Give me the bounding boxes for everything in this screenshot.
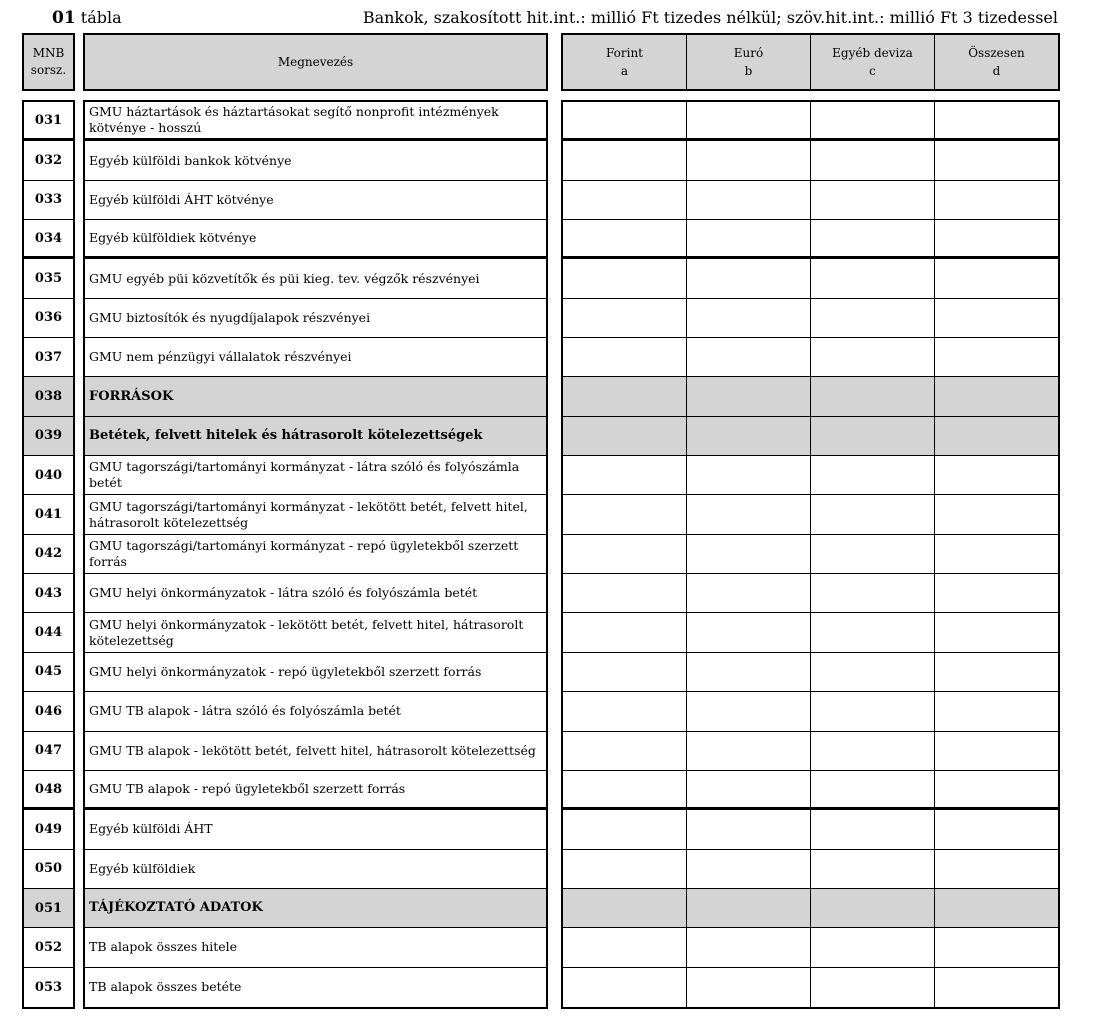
data-cell-d[interactable] — [935, 613, 1058, 651]
data-cell-a[interactable] — [563, 968, 687, 1007]
data-cell-a[interactable] — [563, 338, 687, 376]
data-cell-d[interactable] — [935, 181, 1058, 219]
header-mnb-line2: sorsz. — [30, 63, 67, 77]
data-cell-d — [935, 377, 1058, 415]
row-code: 038 — [24, 377, 73, 416]
data-cell-c[interactable] — [811, 181, 935, 219]
data-row — [563, 732, 1058, 771]
header-col-c — [811, 35, 935, 89]
data-cell-d[interactable] — [935, 456, 1058, 494]
header-col-d — [935, 35, 1058, 89]
header-col-letter: b — [744, 64, 753, 78]
data-cell-c[interactable] — [811, 850, 935, 888]
row-label: GMU helyi önkormányzatok - látra szóló és folyószámla betét — [85, 574, 546, 613]
row-label: Egyéb külföldi bankok kötvénye — [85, 141, 546, 180]
data-cell-c — [811, 889, 935, 927]
units-note: Bankok, szakosított hit.int.: millió Ft tizedes nélkül; szöv.hit.int.: millió Ft 3 tizedessel — [362, 8, 1058, 27]
table-number: 01 — [52, 8, 76, 28]
data-cell-a — [563, 377, 687, 415]
row-label: GMU tagországi/tartományi kormányzat - látra szóló és folyószámla betét — [85, 456, 546, 495]
row-code: 033 — [24, 181, 73, 220]
data-cell-c[interactable] — [811, 968, 935, 1007]
data-row — [563, 692, 1058, 731]
data-cell-c[interactable] — [811, 653, 935, 691]
data-cell-c[interactable] — [811, 928, 935, 966]
data-cell-a[interactable] — [563, 102, 687, 138]
data-cell-b[interactable] — [687, 850, 811, 888]
row-label: Egyéb külföldiek — [85, 850, 546, 889]
data-cell-b[interactable] — [687, 692, 811, 730]
row-code: 032 — [24, 141, 73, 180]
row-code: 052 — [24, 928, 73, 967]
data-row — [563, 141, 1058, 180]
row-code: 037 — [24, 338, 73, 377]
header-col-label: Összesen — [968, 46, 1025, 60]
data-cell-c[interactable] — [811, 574, 935, 612]
data-cell-b[interactable] — [687, 259, 811, 297]
data-cell-c[interactable] — [811, 692, 935, 730]
row-code: 041 — [24, 495, 73, 534]
table-label — [52, 8, 122, 28]
data-cell-c[interactable] — [811, 732, 935, 770]
row-label: GMU TB alapok - látra szóló és folyószámla betét — [85, 692, 546, 731]
data-row — [563, 181, 1058, 220]
header-name-label: Megnevezés — [277, 54, 354, 69]
data-cell-d[interactable] — [935, 259, 1058, 297]
header-col-label: Egyéb deviza — [832, 46, 913, 60]
data-cell-a[interactable] — [563, 732, 687, 770]
data-row — [563, 653, 1058, 692]
data-cell-c[interactable] — [811, 456, 935, 494]
data-cell-d[interactable] — [935, 968, 1058, 1007]
header-col-a — [563, 35, 687, 89]
table-word: tábla — [80, 8, 122, 27]
row-code: 039 — [24, 417, 73, 456]
row-code: 042 — [24, 535, 73, 574]
row-label: GMU nem pénzügyi vállalatok részvényei — [85, 338, 546, 377]
data-cell-b — [687, 889, 811, 927]
data-cell-d — [935, 889, 1058, 927]
data-row — [563, 771, 1058, 810]
data-cell-b[interactable] — [687, 495, 811, 533]
row-code: 043 — [24, 574, 73, 613]
row-label: Egyéb külföldi ÁHT — [85, 810, 546, 849]
data-cell-b[interactable] — [687, 968, 811, 1007]
data-cell-a[interactable] — [563, 456, 687, 494]
row-label: GMU helyi önkormányzatok - lekötött betét, felvett hitel, hátrasorolt kötelezettség — [85, 613, 546, 652]
header-col-letter: d — [992, 64, 1001, 78]
data-cell-a[interactable] — [563, 850, 687, 888]
data-cell-b[interactable] — [687, 771, 811, 807]
data-cell-a[interactable] — [563, 259, 687, 297]
data-row — [563, 377, 1058, 416]
data-cell-a[interactable] — [563, 495, 687, 533]
data-row — [563, 928, 1058, 967]
data-cell-d[interactable] — [935, 535, 1058, 573]
data-cell-c[interactable] — [811, 220, 935, 256]
data-cell-d[interactable] — [935, 141, 1058, 179]
data-cell-b[interactable] — [687, 613, 811, 651]
data-cell-b[interactable] — [687, 732, 811, 770]
data-cell-a — [563, 889, 687, 927]
data-cell-b — [687, 417, 811, 455]
data-cell-d[interactable] — [935, 810, 1058, 848]
row-code: 053 — [34, 979, 63, 995]
row-label: TÁJÉKOZTATÓ ADATOK — [85, 889, 546, 928]
row-label: Betétek, felvett hitelek és hátrasorolt kötelezettségek — [85, 417, 546, 456]
data-row — [563, 417, 1058, 456]
data-cell-b[interactable] — [687, 181, 811, 219]
header-col-label: Forint — [605, 46, 644, 60]
data-cell-d[interactable] — [935, 771, 1058, 807]
data-cell-c[interactable] — [811, 299, 935, 337]
data-row — [563, 299, 1058, 338]
header-col-label: Euró — [733, 46, 764, 60]
row-label: TB alapok összes hitele — [85, 928, 546, 967]
row-code: 040 — [24, 456, 73, 495]
data-cell-b[interactable] — [687, 653, 811, 691]
header-col-letter: a — [620, 64, 629, 78]
data-cell-a[interactable] — [563, 220, 687, 256]
row-code: 034 — [24, 220, 73, 259]
row-code: 031 — [24, 102, 73, 141]
table-title-bar — [0, 8, 1096, 32]
row-code: 049 — [24, 810, 73, 849]
data-cell-b[interactable] — [687, 299, 811, 337]
data-row — [563, 259, 1058, 298]
data-cell-d[interactable] — [935, 653, 1058, 691]
data-cell-b[interactable] — [687, 102, 811, 138]
row-label: GMU biztosítók és nyugdíjalapok részvényei — [85, 299, 546, 338]
data-cell-c[interactable] — [811, 613, 935, 651]
row-code: 045 — [24, 653, 73, 692]
data-row — [563, 968, 1058, 1007]
data-cell-d[interactable] — [935, 495, 1058, 533]
header-mnb-cell — [22, 33, 75, 91]
data-cell-b[interactable] — [687, 220, 811, 256]
header-name-cell — [83, 33, 548, 91]
data-cell-c[interactable] — [811, 338, 935, 376]
data-cell-b[interactable] — [687, 574, 811, 612]
data-cell-b[interactable] — [687, 456, 811, 494]
row-label: GMU tagországi/tartományi kormányzat - lekötött betét, felvett hitel, hátrasorolt kötelezettség — [85, 495, 546, 534]
row-code-column — [22, 100, 75, 1009]
data-row — [563, 889, 1058, 928]
data-row — [563, 613, 1058, 652]
data-cell-c — [811, 417, 935, 455]
data-cell-d[interactable] — [935, 928, 1058, 966]
data-cell-d[interactable] — [935, 299, 1058, 337]
data-cell-b — [687, 377, 811, 415]
row-label: GMU egyéb püi közvetítők és püi kieg. tev. végzők részvényei — [85, 259, 546, 298]
row-label: FORRÁSOK — [85, 377, 546, 416]
row-label: Egyéb külföldi ÁHT kötvénye — [85, 181, 546, 220]
header-mnb-line1: MNB — [32, 46, 65, 60]
data-row — [563, 220, 1058, 259]
data-row — [563, 338, 1058, 377]
data-cell-b[interactable] — [687, 338, 811, 376]
data-cell-c[interactable] — [811, 102, 935, 138]
row-code: 036 — [24, 299, 73, 338]
data-cell-a[interactable] — [563, 535, 687, 573]
data-cell-a[interactable] — [563, 692, 687, 730]
row-code: 044 — [24, 613, 73, 652]
row-label: GMU tagországi/tartományi kormányzat - repó ügyletekből szerzett forrás — [85, 535, 546, 574]
data-cell-a[interactable] — [563, 771, 687, 807]
row-label: GMU háztartások és háztartásokat segítő nonprofit intézmények kötvénye - hosszú — [85, 102, 546, 141]
data-cell-d[interactable] — [935, 692, 1058, 730]
header-col-letter: c — [869, 64, 876, 78]
row-code: 035 — [24, 259, 73, 298]
row-code: 048 — [24, 771, 73, 810]
data-entry-grid — [561, 100, 1060, 1009]
row-code: 047 — [24, 732, 73, 771]
data-row — [563, 850, 1058, 889]
data-cell-d[interactable] — [935, 732, 1058, 770]
row-code: 050 — [24, 850, 73, 889]
header-col-b — [687, 35, 811, 89]
header-data-columns — [561, 33, 1060, 91]
data-cell-b[interactable] — [687, 810, 811, 848]
data-cell-d[interactable] — [935, 338, 1058, 376]
data-cell-d[interactable] — [935, 220, 1058, 256]
data-row — [563, 102, 1058, 141]
data-cell-c[interactable] — [811, 535, 935, 573]
data-cell-a — [563, 417, 687, 455]
data-cell-a[interactable] — [563, 613, 687, 651]
data-row — [563, 535, 1058, 574]
data-cell-b[interactable] — [687, 535, 811, 573]
row-label: GMU TB alapok - lekötött betét, felvett hitel, hátrasorolt kötelezettség — [85, 732, 546, 771]
row-name-column — [83, 100, 548, 1009]
data-cell-b[interactable] — [687, 141, 811, 179]
data-row — [563, 495, 1058, 534]
data-cell-a[interactable] — [563, 928, 687, 966]
data-cell-d[interactable] — [935, 850, 1058, 888]
data-row — [563, 574, 1058, 613]
data-cell-a[interactable] — [563, 574, 687, 612]
row-label: Egyéb külföldiek kötvénye — [85, 220, 546, 259]
data-cell-c[interactable] — [811, 495, 935, 533]
data-cell-a[interactable] — [563, 810, 687, 848]
data-cell-a[interactable] — [563, 181, 687, 219]
data-cell-c[interactable] — [811, 259, 935, 297]
row-label: TB alapok összes betéte — [89, 979, 242, 995]
data-cell-c[interactable] — [811, 771, 935, 807]
data-cell-d — [935, 417, 1058, 455]
data-row — [563, 810, 1058, 849]
data-cell-d[interactable] — [935, 102, 1058, 138]
data-cell-b[interactable] — [687, 928, 811, 966]
data-cell-a[interactable] — [563, 299, 687, 337]
data-cell-c[interactable] — [811, 141, 935, 179]
data-row — [563, 456, 1058, 495]
data-cell-a[interactable] — [563, 653, 687, 691]
data-cell-c[interactable] — [811, 810, 935, 848]
row-label: GMU helyi önkormányzatok - repó ügyletekből szerzett forrás — [85, 653, 546, 692]
row-code: 046 — [24, 692, 73, 731]
row-label: GMU TB alapok - repó ügyletekből szerzett forrás — [85, 771, 546, 810]
row-code: 051 — [24, 889, 73, 928]
data-cell-a[interactable] — [563, 141, 687, 179]
data-cell-c — [811, 377, 935, 415]
data-cell-d[interactable] — [935, 574, 1058, 612]
